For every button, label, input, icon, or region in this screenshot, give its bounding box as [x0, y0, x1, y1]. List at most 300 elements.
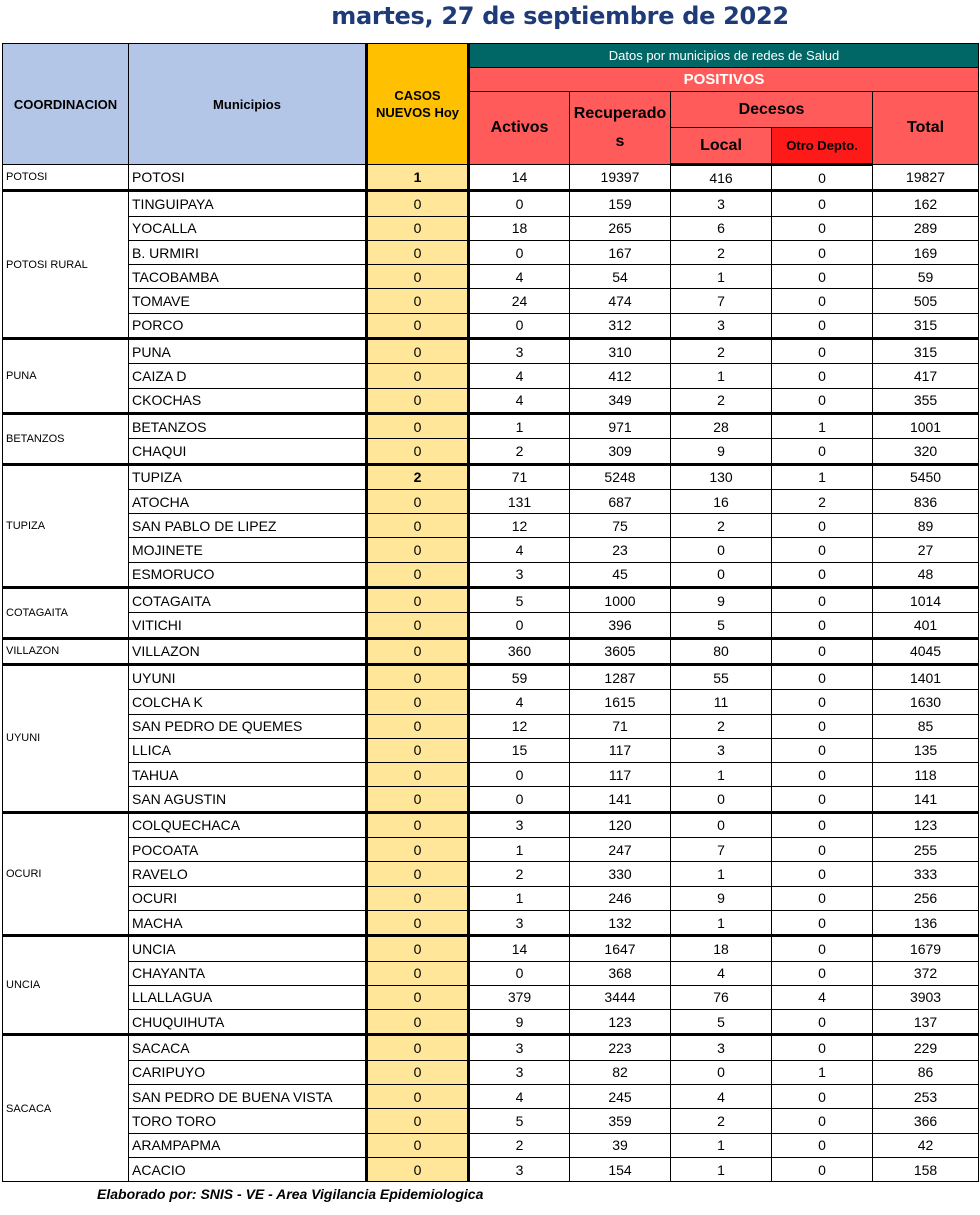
table-header	[3, 44, 979, 165]
decesos-otro-depto-cell: 0	[772, 289, 873, 313]
recuperados-cell: 474	[570, 289, 671, 313]
table-row	[3, 862, 979, 886]
casos-nuevos-cell: 0	[367, 514, 469, 538]
municipio-cell: TAHUA	[129, 763, 367, 787]
activos-cell: 14	[469, 936, 570, 961]
decesos-otro-depto-cell: 0	[772, 886, 873, 910]
municipio-cell: MOJINETE	[129, 538, 367, 562]
activos-cell: 360	[469, 638, 570, 664]
activos-cell: 59	[469, 664, 570, 689]
total-cell: 1679	[873, 936, 979, 961]
decesos-local-cell: 6	[671, 216, 772, 240]
casos-nuevos-cell: 0	[367, 265, 469, 289]
decesos-local-cell: 0	[671, 538, 772, 562]
decesos-local-cell: 1	[671, 265, 772, 289]
decesos-local-cell: 2	[671, 714, 772, 738]
covid-cases-table	[2, 43, 979, 1182]
total-cell: 158	[873, 1157, 979, 1181]
casos-nuevos-cell: 0	[367, 910, 469, 935]
decesos-local-cell: 7	[671, 289, 772, 313]
recuperados-cell: 3444	[570, 985, 671, 1009]
total-cell: 255	[873, 838, 979, 862]
municipio-cell: CHUQUIHUTA	[129, 1010, 367, 1035]
table-row	[3, 191, 979, 216]
total-cell: 48	[873, 562, 979, 587]
casos-nuevos-cell: 0	[367, 1010, 469, 1035]
casos-nuevos-cell: 0	[367, 714, 469, 738]
activos-cell: 2	[469, 439, 570, 464]
table-row	[3, 388, 979, 413]
decesos-local-cell: 2	[671, 388, 772, 413]
activos-cell: 4	[469, 364, 570, 388]
municipio-cell: COLCHA K	[129, 690, 367, 714]
activos-cell: 0	[469, 313, 570, 338]
decesos-local-cell: 416	[671, 165, 772, 191]
municipio-cell: LLALLAGUA	[129, 985, 367, 1009]
decesos-otro-depto-cell: 0	[772, 562, 873, 587]
coordinacion-cell: POTOSI RURAL	[3, 191, 129, 339]
total-cell: 42	[873, 1133, 979, 1157]
casos-nuevos-cell: 0	[367, 763, 469, 787]
table-body	[3, 165, 979, 1182]
decesos-local-cell: 2	[671, 240, 772, 264]
header-otro-depto: Otro Depto.	[772, 128, 873, 165]
header-local: Local	[671, 128, 772, 165]
activos-cell: 3	[469, 339, 570, 364]
total-cell: 135	[873, 738, 979, 762]
activos-cell: 18	[469, 216, 570, 240]
municipio-cell: ARAMPAPMA	[129, 1133, 367, 1157]
decesos-local-cell: 0	[671, 1060, 772, 1084]
decesos-local-cell: 28	[671, 413, 772, 438]
activos-cell: 1	[469, 413, 570, 438]
activos-cell: 0	[469, 191, 570, 216]
casos-nuevos-cell: 0	[367, 738, 469, 762]
activos-cell: 71	[469, 464, 570, 489]
table-row	[3, 787, 979, 812]
header-total: Total	[873, 92, 979, 165]
table-row	[3, 265, 979, 289]
table-row	[3, 1084, 979, 1108]
decesos-otro-depto-cell: 4	[772, 985, 873, 1009]
casos-nuevos-cell: 1	[367, 165, 469, 191]
recuperados-cell: 312	[570, 313, 671, 338]
table-row	[3, 588, 979, 613]
municipio-cell: COTAGAITA	[129, 588, 367, 613]
table-row	[3, 1109, 979, 1133]
recuperados-cell: 265	[570, 216, 671, 240]
decesos-otro-depto-cell: 0	[772, 339, 873, 364]
total-cell: 366	[873, 1109, 979, 1133]
activos-cell: 24	[469, 289, 570, 313]
decesos-local-cell: 9	[671, 886, 772, 910]
activos-cell: 1	[469, 838, 570, 862]
casos-nuevos-cell: 0	[367, 339, 469, 364]
total-cell: 162	[873, 191, 979, 216]
total-cell: 3903	[873, 985, 979, 1009]
recuperados-cell: 396	[570, 613, 671, 638]
total-cell: 59	[873, 265, 979, 289]
total-cell: 169	[873, 240, 979, 264]
total-cell: 137	[873, 1010, 979, 1035]
recuperados-cell: 309	[570, 439, 671, 464]
municipio-cell: CHAYANTA	[129, 961, 367, 985]
total-cell: 19827	[873, 165, 979, 191]
municipio-cell: PUNA	[129, 339, 367, 364]
casos-nuevos-cell: 0	[367, 1157, 469, 1181]
recuperados-cell: 310	[570, 339, 671, 364]
activos-cell: 4	[469, 1084, 570, 1108]
total-cell: 27	[873, 538, 979, 562]
decesos-otro-depto-cell: 2	[772, 489, 873, 513]
total-cell: 4045	[873, 638, 979, 664]
table-row	[3, 538, 979, 562]
coordinacion-cell: PUNA	[3, 339, 129, 414]
decesos-local-cell: 1	[671, 1157, 772, 1181]
page-title: martes, 27 de septiembre de 2022	[331, 2, 789, 30]
decesos-otro-depto-cell: 0	[772, 838, 873, 862]
casos-nuevos-cell: 0	[367, 1035, 469, 1060]
decesos-local-cell: 80	[671, 638, 772, 664]
total-cell: 1630	[873, 690, 979, 714]
municipio-cell: CARIPUYO	[129, 1060, 367, 1084]
recuperados-cell: 82	[570, 1060, 671, 1084]
recuperados-cell: 1000	[570, 588, 671, 613]
table-row	[3, 313, 979, 338]
municipio-cell: TINGUIPAYA	[129, 191, 367, 216]
casos-nuevos-cell: 0	[367, 364, 469, 388]
activos-cell: 379	[469, 985, 570, 1009]
total-cell: 256	[873, 886, 979, 910]
casos-nuevos-cell: 0	[367, 388, 469, 413]
coordinacion-cell: VILLAZON	[3, 638, 129, 664]
total-cell: 5450	[873, 464, 979, 489]
decesos-local-cell: 2	[671, 339, 772, 364]
casos-nuevos-cell: 0	[367, 191, 469, 216]
table-row	[3, 763, 979, 787]
decesos-otro-depto-cell: 0	[772, 714, 873, 738]
casos-nuevos-cell: 0	[367, 961, 469, 985]
decesos-local-cell: 1	[671, 1133, 772, 1157]
recuperados-cell: 117	[570, 738, 671, 762]
total-cell: 1014	[873, 588, 979, 613]
casos-nuevos-cell: 0	[367, 289, 469, 313]
casos-nuevos-cell: 0	[367, 838, 469, 862]
decesos-otro-depto-cell: 0	[772, 812, 873, 837]
casos-nuevos-cell: 0	[367, 690, 469, 714]
activos-cell: 3	[469, 1035, 570, 1060]
activos-cell: 12	[469, 714, 570, 738]
decesos-local-cell: 2	[671, 514, 772, 538]
casos-nuevos-cell: 0	[367, 313, 469, 338]
table-row	[3, 165, 979, 191]
total-cell: 229	[873, 1035, 979, 1060]
activos-cell: 4	[469, 690, 570, 714]
decesos-otro-depto-cell: 0	[772, 787, 873, 812]
recuperados-cell: 247	[570, 838, 671, 862]
municipio-cell: SAN PEDRO DE QUEMES	[129, 714, 367, 738]
recuperados-cell: 39	[570, 1133, 671, 1157]
total-cell: 1401	[873, 664, 979, 689]
table-row	[3, 1010, 979, 1035]
decesos-otro-depto-cell: 1	[772, 413, 873, 438]
total-cell: 289	[873, 216, 979, 240]
table-row	[3, 664, 979, 689]
municipio-cell: POCOATA	[129, 838, 367, 862]
decesos-otro-depto-cell: 0	[772, 690, 873, 714]
header-casos-nuevos: CASOS NUEVOS Hoy	[367, 44, 469, 165]
recuperados-cell: 3605	[570, 638, 671, 664]
decesos-otro-depto-cell: 0	[772, 165, 873, 191]
recuperados-cell: 120	[570, 812, 671, 837]
activos-cell: 3	[469, 1060, 570, 1084]
table-row	[3, 1035, 979, 1060]
activos-cell: 0	[469, 763, 570, 787]
casos-nuevos-cell: 0	[367, 1109, 469, 1133]
decesos-local-cell: 1	[671, 862, 772, 886]
casos-nuevos-cell: 0	[367, 1060, 469, 1084]
casos-nuevos-cell: 0	[367, 812, 469, 837]
decesos-local-cell: 5	[671, 613, 772, 638]
decesos-otro-depto-cell: 0	[772, 936, 873, 961]
casos-nuevos-cell: 0	[367, 613, 469, 638]
table-row	[3, 838, 979, 862]
casos-nuevos-cell: 0	[367, 538, 469, 562]
header-activos: Activos	[469, 92, 570, 165]
municipio-cell: ESMORUCO	[129, 562, 367, 587]
total-cell: 141	[873, 787, 979, 812]
recuperados-cell: 349	[570, 388, 671, 413]
decesos-local-cell: 0	[671, 787, 772, 812]
municipio-cell: SACACA	[129, 1035, 367, 1060]
table-row	[3, 216, 979, 240]
recuperados-cell: 159	[570, 191, 671, 216]
casos-nuevos-cell: 0	[367, 862, 469, 886]
municipio-cell: MACHA	[129, 910, 367, 935]
total-cell: 333	[873, 862, 979, 886]
decesos-local-cell: 11	[671, 690, 772, 714]
decesos-local-cell: 55	[671, 664, 772, 689]
recuperados-cell: 54	[570, 265, 671, 289]
table-row	[3, 489, 979, 513]
decesos-local-cell: 7	[671, 838, 772, 862]
decesos-otro-depto-cell: 0	[772, 364, 873, 388]
total-cell: 253	[873, 1084, 979, 1108]
table-row	[3, 364, 979, 388]
coordinacion-cell: POTOSI	[3, 165, 129, 191]
decesos-otro-depto-cell: 0	[772, 1157, 873, 1181]
recuperados-cell: 223	[570, 1035, 671, 1060]
decesos-local-cell: 1	[671, 364, 772, 388]
decesos-local-cell: 130	[671, 464, 772, 489]
municipio-cell: SAN AGUSTIN	[129, 787, 367, 812]
decesos-local-cell: 18	[671, 936, 772, 961]
municipio-cell: CAIZA D	[129, 364, 367, 388]
decesos-otro-depto-cell: 0	[772, 538, 873, 562]
activos-cell: 2	[469, 862, 570, 886]
table-row	[3, 240, 979, 264]
coordinacion-cell: TUPIZA	[3, 464, 129, 587]
decesos-otro-depto-cell: 1	[772, 1060, 873, 1084]
total-cell: 401	[873, 613, 979, 638]
casos-nuevos-cell: 0	[367, 638, 469, 664]
decesos-local-cell: 4	[671, 961, 772, 985]
footer-credit: Elaborado por: SNIS - VE - Area Vigilancia Epidemiologica	[97, 1186, 484, 1202]
table-row	[3, 638, 979, 664]
table-row	[3, 562, 979, 587]
recuperados-cell: 359	[570, 1109, 671, 1133]
total-cell: 85	[873, 714, 979, 738]
recuperados-cell: 412	[570, 364, 671, 388]
total-cell: 836	[873, 489, 979, 513]
activos-cell: 5	[469, 588, 570, 613]
decesos-local-cell: 2	[671, 1109, 772, 1133]
decesos-otro-depto-cell: 0	[772, 514, 873, 538]
header-recuperados: Recuperados	[570, 92, 671, 165]
total-cell: 372	[873, 961, 979, 985]
decesos-otro-depto-cell: 0	[772, 664, 873, 689]
recuperados-cell: 117	[570, 763, 671, 787]
municipio-cell: SAN PABLO DE LIPEZ	[129, 514, 367, 538]
table-row	[3, 1157, 979, 1181]
total-cell: 320	[873, 439, 979, 464]
municipio-cell: LLICA	[129, 738, 367, 762]
decesos-otro-depto-cell: 0	[772, 1133, 873, 1157]
activos-cell: 12	[469, 514, 570, 538]
decesos-local-cell: 0	[671, 812, 772, 837]
total-cell: 315	[873, 313, 979, 338]
activos-cell: 0	[469, 613, 570, 638]
recuperados-cell: 246	[570, 886, 671, 910]
recuperados-cell: 132	[570, 910, 671, 935]
recuperados-cell: 19397	[570, 165, 671, 191]
decesos-otro-depto-cell: 0	[772, 1035, 873, 1060]
municipio-cell: CKOCHAS	[129, 388, 367, 413]
table-row	[3, 613, 979, 638]
casos-nuevos-cell: 2	[367, 464, 469, 489]
activos-cell: 3	[469, 910, 570, 935]
coordinacion-cell: SACACA	[3, 1035, 129, 1182]
recuperados-cell: 1647	[570, 936, 671, 961]
municipio-cell: TUPIZA	[129, 464, 367, 489]
activos-cell: 0	[469, 787, 570, 812]
casos-nuevos-cell: 0	[367, 936, 469, 961]
decesos-otro-depto-cell: 0	[772, 439, 873, 464]
decesos-local-cell: 3	[671, 738, 772, 762]
casos-nuevos-cell: 0	[367, 588, 469, 613]
header-datos-por-municipios: Datos por municipios de redes de Salud	[469, 44, 979, 68]
table-row	[3, 812, 979, 837]
recuperados-cell: 971	[570, 413, 671, 438]
recuperados-cell: 1615	[570, 690, 671, 714]
municipio-cell: ACACIO	[129, 1157, 367, 1181]
decesos-local-cell: 9	[671, 439, 772, 464]
recuperados-cell: 687	[570, 489, 671, 513]
activos-cell: 0	[469, 961, 570, 985]
recuperados-cell: 123	[570, 1010, 671, 1035]
decesos-otro-depto-cell: 0	[772, 216, 873, 240]
total-cell: 118	[873, 763, 979, 787]
table-row	[3, 690, 979, 714]
decesos-local-cell: 76	[671, 985, 772, 1009]
table-row	[3, 910, 979, 935]
total-cell: 123	[873, 812, 979, 837]
decesos-otro-depto-cell: 1	[772, 464, 873, 489]
decesos-otro-depto-cell: 0	[772, 862, 873, 886]
decesos-otro-depto-cell: 0	[772, 1010, 873, 1035]
total-cell: 355	[873, 388, 979, 413]
table-row	[3, 1060, 979, 1084]
decesos-otro-depto-cell: 0	[772, 910, 873, 935]
decesos-local-cell: 5	[671, 1010, 772, 1035]
decesos-otro-depto-cell: 0	[772, 388, 873, 413]
table-row	[3, 985, 979, 1009]
activos-cell: 4	[469, 265, 570, 289]
activos-cell: 15	[469, 738, 570, 762]
decesos-local-cell: 4	[671, 1084, 772, 1108]
recuperados-cell: 167	[570, 240, 671, 264]
table-row	[3, 961, 979, 985]
casos-nuevos-cell: 0	[367, 562, 469, 587]
recuperados-cell: 154	[570, 1157, 671, 1181]
activos-cell: 9	[469, 1010, 570, 1035]
municipio-cell: B. URMIRI	[129, 240, 367, 264]
recuperados-cell: 330	[570, 862, 671, 886]
decesos-local-cell: 16	[671, 489, 772, 513]
decesos-otro-depto-cell: 0	[772, 240, 873, 264]
casos-nuevos-cell: 0	[367, 787, 469, 812]
activos-cell: 5	[469, 1109, 570, 1133]
total-cell: 89	[873, 514, 979, 538]
decesos-otro-depto-cell: 0	[772, 265, 873, 289]
municipio-cell: RAVELO	[129, 862, 367, 886]
decesos-otro-depto-cell: 0	[772, 191, 873, 216]
decesos-otro-depto-cell: 0	[772, 313, 873, 338]
activos-cell: 2	[469, 1133, 570, 1157]
recuperados-cell: 23	[570, 538, 671, 562]
municipio-cell: BETANZOS	[129, 413, 367, 438]
municipio-cell: UYUNI	[129, 664, 367, 689]
activos-cell: 131	[469, 489, 570, 513]
decesos-otro-depto-cell: 0	[772, 763, 873, 787]
casos-nuevos-cell: 0	[367, 216, 469, 240]
recuperados-cell: 368	[570, 961, 671, 985]
table-row	[3, 514, 979, 538]
activos-cell: 1	[469, 886, 570, 910]
recuperados-cell: 141	[570, 787, 671, 812]
municipio-cell: OCURI	[129, 886, 367, 910]
municipio-cell: CHAQUI	[129, 439, 367, 464]
municipio-cell: TOMAVE	[129, 289, 367, 313]
municipio-cell: PORCO	[129, 313, 367, 338]
decesos-local-cell: 1	[671, 763, 772, 787]
decesos-otro-depto-cell: 0	[772, 588, 873, 613]
decesos-local-cell: 0	[671, 562, 772, 587]
table-row	[3, 936, 979, 961]
decesos-local-cell: 3	[671, 313, 772, 338]
header-coordinacion: COORDINACION	[3, 44, 129, 165]
casos-nuevos-cell: 0	[367, 413, 469, 438]
table-row	[3, 413, 979, 438]
casos-nuevos-cell: 0	[367, 240, 469, 264]
decesos-local-cell: 1	[671, 910, 772, 935]
coordinacion-cell: UYUNI	[3, 664, 129, 812]
recuperados-cell: 45	[570, 562, 671, 587]
coordinacion-cell: COTAGAITA	[3, 588, 129, 639]
decesos-otro-depto-cell: 0	[772, 638, 873, 664]
activos-cell: 14	[469, 165, 570, 191]
activos-cell: 3	[469, 562, 570, 587]
